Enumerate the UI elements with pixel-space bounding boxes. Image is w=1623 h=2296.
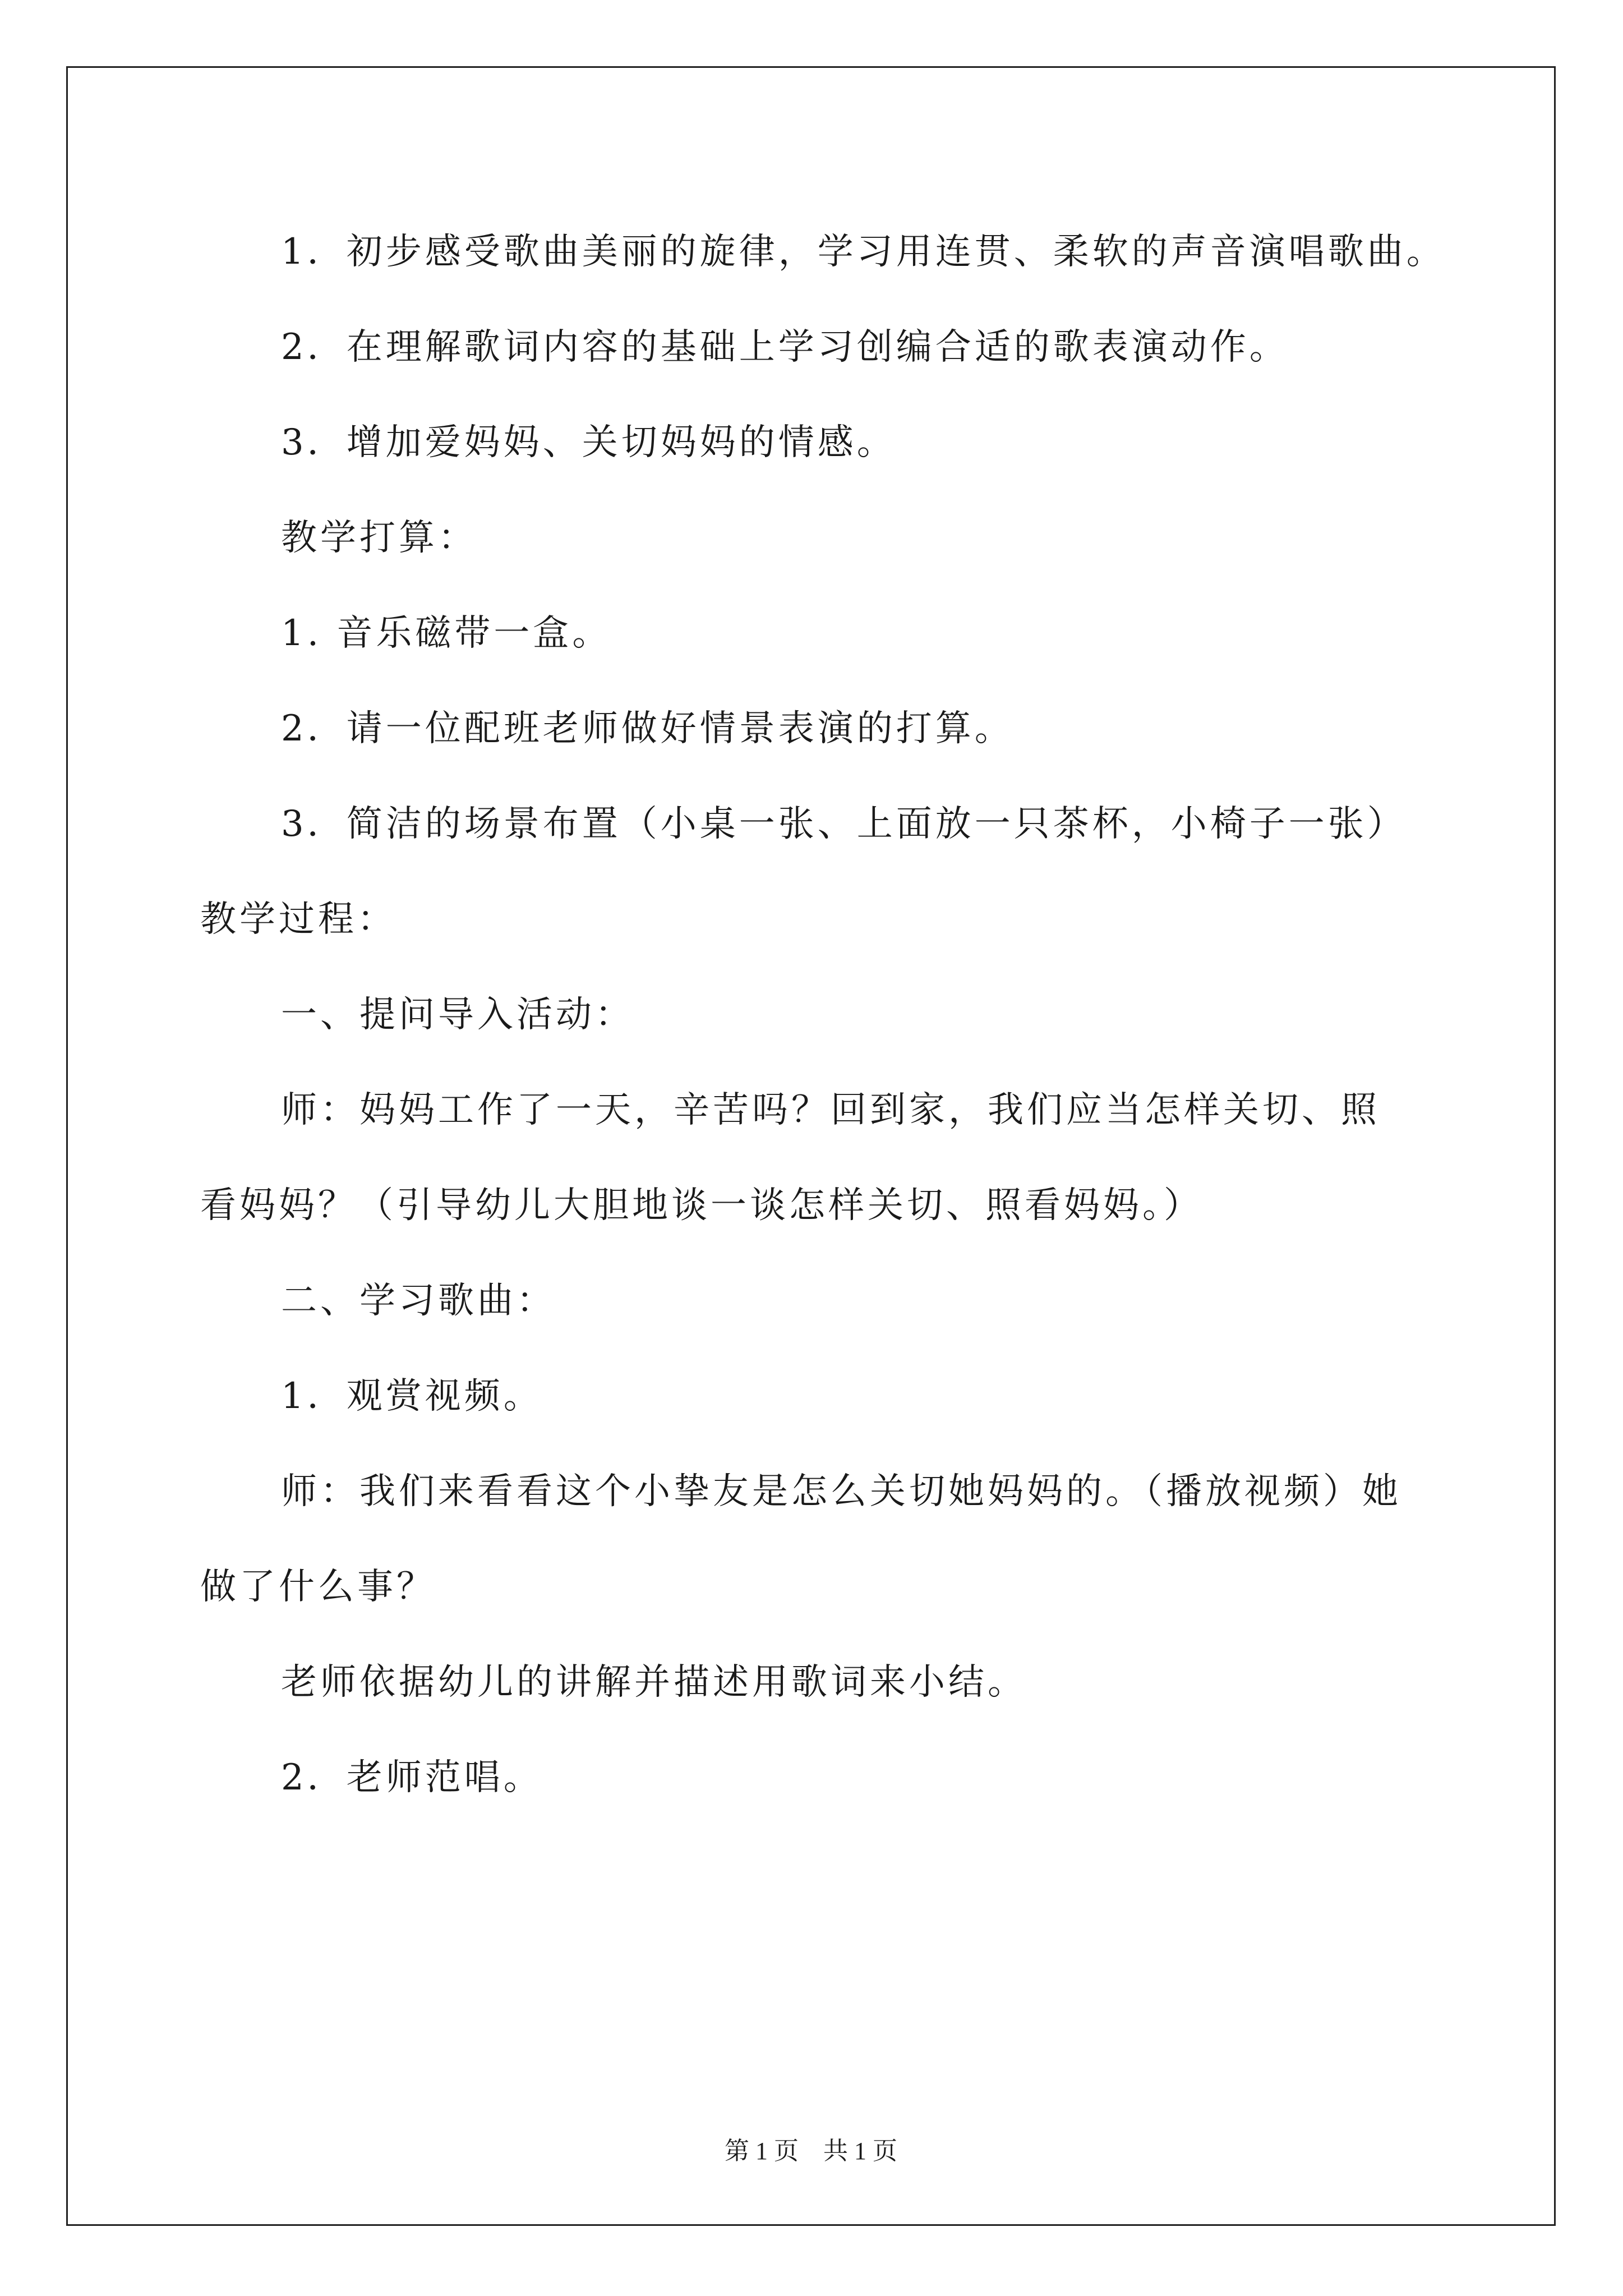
text-line: 师：妈妈工作了一天，辛苦吗？回到家，我们应当怎样关切、照 [281,1089,1380,1131]
page-footer: 第 1 页 共 1 页 [725,2137,897,2165]
text-line: 看妈妈？（引导幼儿大胆地谈一谈怎样关切、照看妈妈。） [200,1185,1203,1226]
text-line: 老师依据幼儿的讲解并描述用歌词来小结。 [281,1662,1027,1703]
text-line: 2．请一位配班老师做好情景表演的打算。 [281,708,1014,749]
text-line: 1. 音乐磁带一盒。 [281,613,612,654]
text-line: 1．观赏视频。 [281,1375,543,1417]
page-frame [66,66,1556,2226]
text-line: 2．在理解歌词内容的基础上学习创编合适的歌表演动作。 [281,326,1289,368]
text-line: 3．简洁的场景布置（小桌一张、上面放一只茶杯，小椅子一张） [281,803,1407,845]
text-line: 二、学习歌曲： [281,1280,556,1322]
document-body [68,68,1554,2224]
section-heading: 教学打算： [281,517,477,559]
section-heading: 教学过程： [200,899,396,940]
text-line: 一、提问导入活动： [281,994,634,1036]
text-line: 做了什么事？ [200,1566,436,1608]
text-line: 师：我们来看看这个小挚友是怎么关切她妈妈的。（播放视频）她 [281,1471,1401,1512]
text-line: 2．老师范唱。 [281,1757,543,1798]
text-line: 1．初步感受歌曲美丽的旋律，学习用连贯、柔软的声音演唱歌曲。 [281,231,1446,273]
text-line: 3．增加爱妈妈、关切妈妈的情感。 [281,422,896,463]
